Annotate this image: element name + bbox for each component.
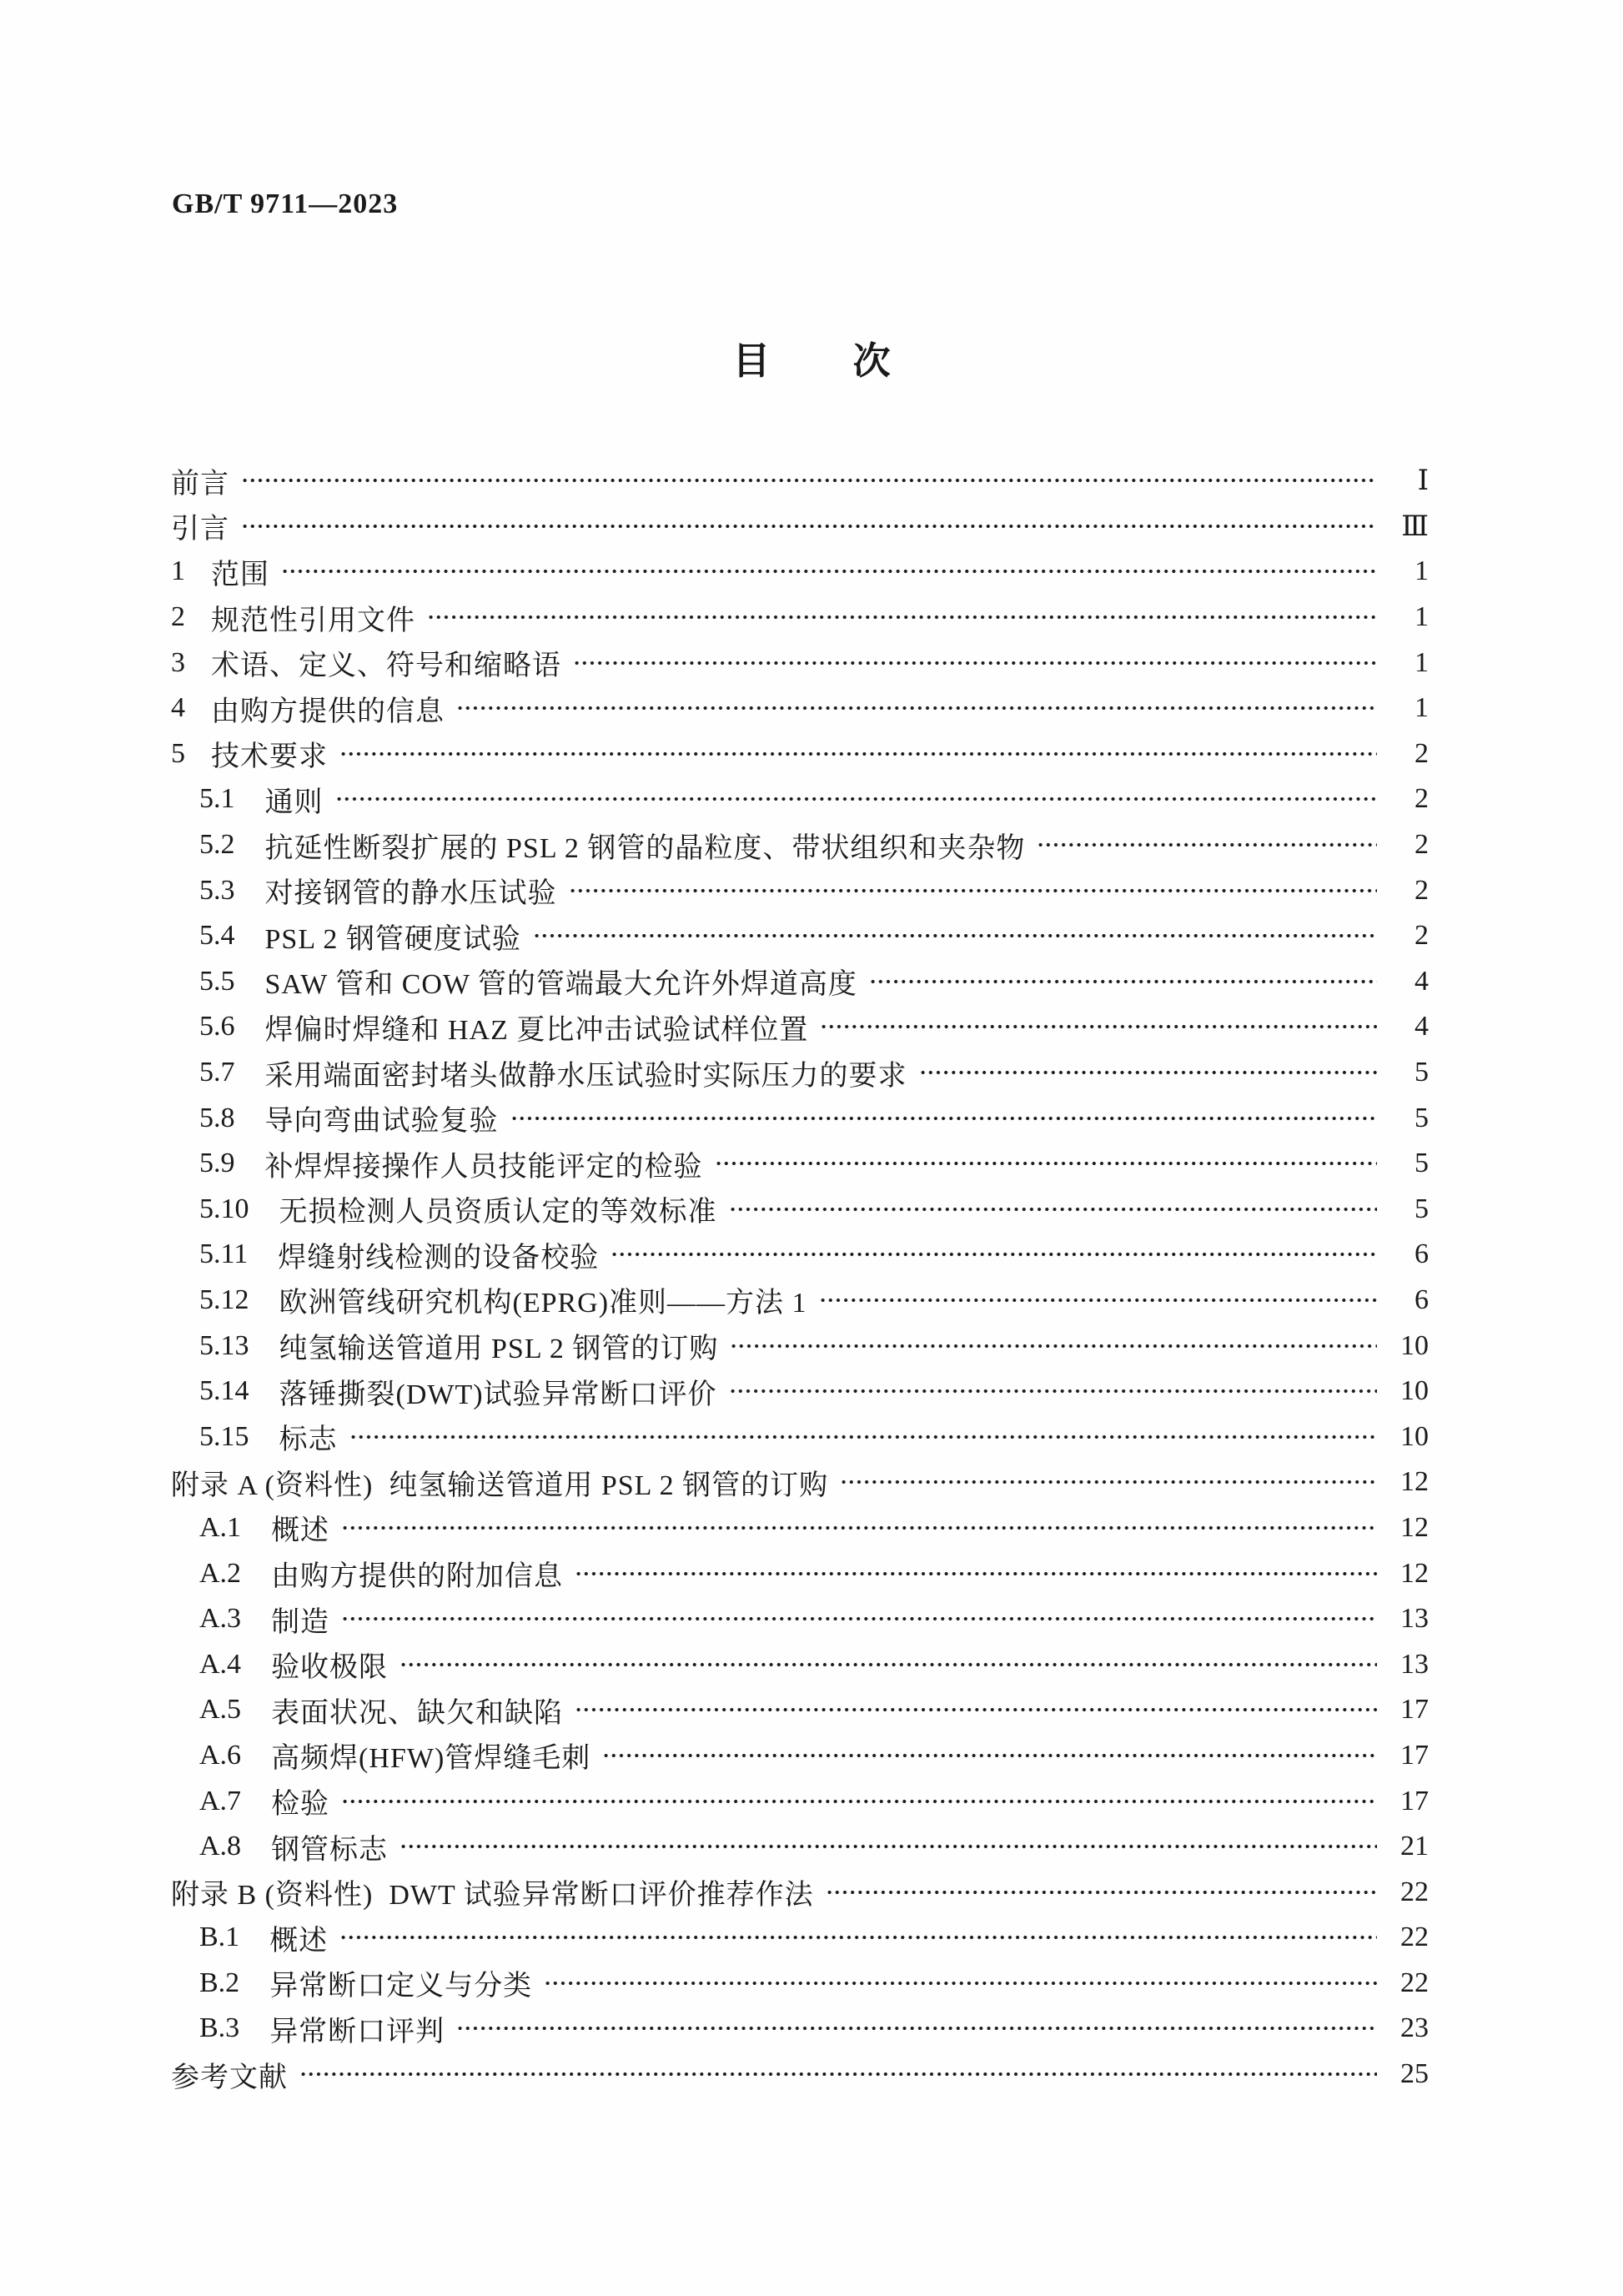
toc-entry-label: 前言 [171,468,229,500]
toc-entry-label: 技术要求 [211,741,328,773]
toc-entry-page: 23 [1400,2012,1429,2044]
toc-entry-page: 22 [1400,1967,1429,1998]
dot-leader [819,1278,1377,1324]
dot-leader [281,549,1377,595]
toc-entry-label: PSL 2 钢管硬度试验 [264,923,521,955]
toc-entry-label: 焊偏时焊缝和 HAZ 夏比冲击试验试样位置 [264,1014,809,1046]
toc-row [171,1505,1429,1551]
toc-row [171,913,1429,959]
toc-entry-number: 1 [171,555,185,587]
toc-row [171,1414,1429,1459]
toc-row [171,1687,1429,1733]
toc-row [171,1641,1429,1687]
toc-entry-number: 5.15 [199,1420,249,1452]
toc-entry-label: 参考文献 [171,2062,288,2093]
toc-entry-page: 25 [1400,2058,1429,2090]
dot-leader [456,686,1377,731]
dot-leader [341,1778,1377,1824]
toc-entry-number: 5.10 [199,1193,249,1224]
toc-entry-page: 10 [1400,1329,1429,1361]
toc-row [171,2052,1429,2098]
standard-number: GB/T 9711—2023 [172,188,399,219]
toc-entry-number: B.3 [199,2012,240,2044]
toc-entry-number: A.6 [199,1739,242,1771]
dot-leader [349,1414,1378,1459]
toc-entry-label: 标志 [279,1424,338,1456]
toc-entry-page: 5 [1414,1102,1429,1133]
toc-row [171,1187,1429,1233]
toc-entry-label: 概述 [269,1925,329,1957]
toc-entry-label: 导向弯曲试验复验 [264,1106,499,1138]
toc-row [171,1824,1429,1870]
dot-leader [729,1369,1377,1414]
toc-entry-page: 13 [1400,1603,1429,1635]
toc-entry-page: 10 [1400,1375,1429,1407]
toc-entry-label: 异常断口评判 [269,2016,445,2047]
dot-leader [241,504,1377,550]
dot-leader [1037,822,1377,868]
toc-entry-number: 5.7 [199,1057,235,1088]
toc-entry-page: 17 [1400,1739,1429,1771]
toc-entry-label: 对接钢管的静水压试验 [264,878,557,910]
dot-leader [339,1915,1377,1961]
toc-entry-page: 5 [1414,1057,1429,1088]
toc-row [171,776,1429,822]
dot-leader [399,1641,1377,1687]
toc-entry-number: 5 [171,737,185,769]
toc-entry-number: 2 [171,601,185,633]
toc-row [171,595,1429,641]
dot-leader [341,1596,1377,1642]
toc-row [171,1050,1429,1096]
dot-leader [569,867,1378,913]
toc-entry-page: 21 [1400,1831,1429,1862]
toc-entry-page: 2 [1414,874,1429,906]
dot-leader [730,1323,1377,1369]
toc-entry-label: 范围 [211,559,269,590]
toc-row [171,1733,1429,1779]
toc-entry-page: Ⅰ [1417,465,1429,497]
toc-row [171,1459,1429,1505]
table-of-contents [171,458,1429,2097]
toc-entry-label: 由购方提供的信息 [211,696,445,727]
toc-entry-number: A.1 [199,1511,242,1543]
toc-entry-page: 6 [1414,1284,1429,1315]
dot-leader [533,913,1377,959]
dot-leader [715,1141,1378,1187]
toc-entry-label: 高频焊(HFW)管焊缝毛刺 [271,1743,591,1775]
dot-leader [820,1004,1377,1050]
dot-leader [826,1869,1377,1915]
toc-entry-number: 5.1 [199,783,235,815]
toc-entry-label: 表面状况、缺欠和缺陷 [271,1697,564,1729]
toc-row [171,1596,1429,1642]
dot-leader [241,458,1377,504]
toc-row [171,959,1429,1005]
toc-entry-page: 4 [1414,965,1429,997]
toc-entry-page: 5 [1414,1148,1429,1179]
toc-entry-label: 采用端面密封堵头做静水压试验时实际压力的要求 [264,1060,907,1092]
toc-entry-label: 术语、定义、符号和缩略语 [211,651,561,682]
toc-row [171,1004,1429,1050]
toc-entry-number: A.3 [199,1603,242,1635]
toc-entry-page: 1 [1414,646,1429,678]
dot-leader [575,1550,1377,1596]
dot-leader [840,1459,1377,1505]
page-title: 目 次 [732,340,891,382]
toc-row [171,867,1429,913]
toc-entry-page: 22 [1400,1922,1429,1953]
toc-row [171,1278,1429,1324]
toc-entry-number: 5.4 [199,920,235,952]
toc-row [171,549,1429,595]
toc-entry-page: 17 [1400,1785,1429,1816]
toc-entry-label: 附录 B (资料性) DWT 试验异常断口评价推荐作法 [171,1880,814,1912]
toc-entry-number: 5.6 [199,1011,235,1042]
toc-entry-page: 5 [1414,1193,1429,1224]
toc-entry-number: A.7 [199,1785,242,1816]
toc-entry-number: 5.3 [199,874,235,906]
toc-entry-number: 3 [171,646,185,678]
toc-entry-page: 4 [1414,1011,1429,1042]
toc-entry-label: 异常断口定义与分类 [269,1971,533,2002]
toc-entry-label: 附录 A (资料性) 纯氢输送管道用 PSL 2 钢管的订购 [171,1470,829,1501]
toc-row [171,686,1429,731]
toc-entry-number: 5.9 [199,1148,235,1179]
dot-leader [729,1187,1378,1233]
toc-entry-label: 无损检测人员资质认定的等效标准 [279,1197,717,1228]
toc-row [171,504,1429,550]
toc-entry-page: 12 [1400,1557,1429,1589]
toc-row [171,731,1429,777]
toc-entry-page: 1 [1414,692,1429,724]
toc-row [171,822,1429,868]
toc-entry-page: 17 [1400,1694,1429,1726]
dot-leader [335,776,1378,822]
toc-entry-number: 5.8 [199,1102,235,1133]
toc-entry-page: 12 [1400,1511,1429,1543]
toc-row [171,1369,1429,1414]
toc-entry-label: 规范性引用文件 [211,605,415,636]
toc-row [171,640,1429,686]
toc-entry-page: 1 [1414,555,1429,587]
toc-row [171,1232,1429,1278]
toc-entry-page: 2 [1414,920,1429,952]
dot-leader [611,1232,1377,1278]
toc-row [171,1778,1429,1824]
toc-entry-label: 由购方提供的附加信息 [271,1561,564,1593]
toc-entry-page: 2 [1414,737,1429,769]
toc-row [171,1095,1429,1141]
toc-entry-number: 4 [171,692,185,724]
toc-entry-page: 2 [1414,829,1429,861]
toc-entry-page: 1 [1414,601,1429,633]
toc-entry-number: A.2 [199,1557,242,1589]
toc-entry-number: 5.12 [199,1284,249,1315]
toc-entry-label: 钢管标志 [271,1834,389,1866]
toc-entry-page: 2 [1414,783,1429,815]
dot-leader [299,2052,1377,2098]
dot-leader [456,2006,1377,2052]
toc-row [171,1869,1429,1915]
toc-entry-number: 5.11 [199,1238,249,1270]
toc-entry-number: A.4 [199,1648,242,1680]
toc-row [171,1141,1429,1187]
toc-entry-label: 制造 [271,1606,330,1638]
dot-leader [869,959,1377,1005]
toc-entry-label: SAW 管和 COW 管的管端最大允许外焊道高度 [264,969,857,1001]
toc-row [171,458,1429,504]
toc-entry-number: B.2 [199,1967,240,1998]
dot-leader [510,1095,1378,1141]
toc-row [171,1550,1429,1596]
toc-entry-label: 欧洲管线研究机构(EPRG)准则——方法 1 [279,1288,807,1319]
toc-entry-label: 纯氢输送管道用 PSL 2 钢管的订购 [279,1334,719,1365]
toc-row [171,1915,1429,1961]
toc-entry-number: 5.2 [199,829,235,861]
toc-entry-label: 引言 [171,514,229,545]
dot-leader [399,1824,1377,1870]
toc-entry-label: 通则 [264,786,324,818]
toc-entry-label: 补焊焊接操作人员技能评定的检验 [264,1151,703,1183]
toc-entry-number: A.8 [199,1831,242,1862]
dot-leader [544,1961,1377,2007]
toc-entry-label: 焊缝射线检测的设备校验 [278,1242,600,1274]
toc-entry-number: 5.13 [199,1329,249,1361]
toc-entry-number: B.1 [199,1922,240,1953]
toc-row [171,1323,1429,1369]
dot-leader [339,731,1377,777]
dot-leader [602,1733,1377,1779]
toc-row [171,1961,1429,2007]
dot-leader [919,1050,1378,1096]
toc-entry-label: 验收极限 [271,1652,389,1684]
toc-entry-page: 22 [1400,1876,1429,1907]
dot-leader [341,1505,1377,1551]
dot-leader [427,595,1377,641]
toc-entry-label: 概述 [271,1515,330,1547]
toc-entry-page: Ⅲ [1401,510,1429,542]
toc-entry-page: 12 [1400,1466,1429,1498]
toc-entry-page: 13 [1400,1648,1429,1680]
toc-entry-label: 落锤撕裂(DWT)试验异常断口评价 [279,1379,717,1410]
toc-entry-label: 抗延性断裂扩展的 PSL 2 钢管的晶粒度、带状组织和夹杂物 [264,832,1026,864]
dot-leader [573,640,1377,686]
toc-entry-page: 6 [1414,1238,1429,1270]
toc-entry-number: 5.5 [199,965,235,997]
toc-entry-page: 10 [1400,1420,1429,1452]
toc-entry-number: A.5 [199,1694,242,1726]
toc-entry-number: 5.14 [199,1375,249,1407]
toc-row [171,2006,1429,2052]
dot-leader [575,1687,1377,1733]
toc-entry-label: 检验 [271,1789,330,1821]
